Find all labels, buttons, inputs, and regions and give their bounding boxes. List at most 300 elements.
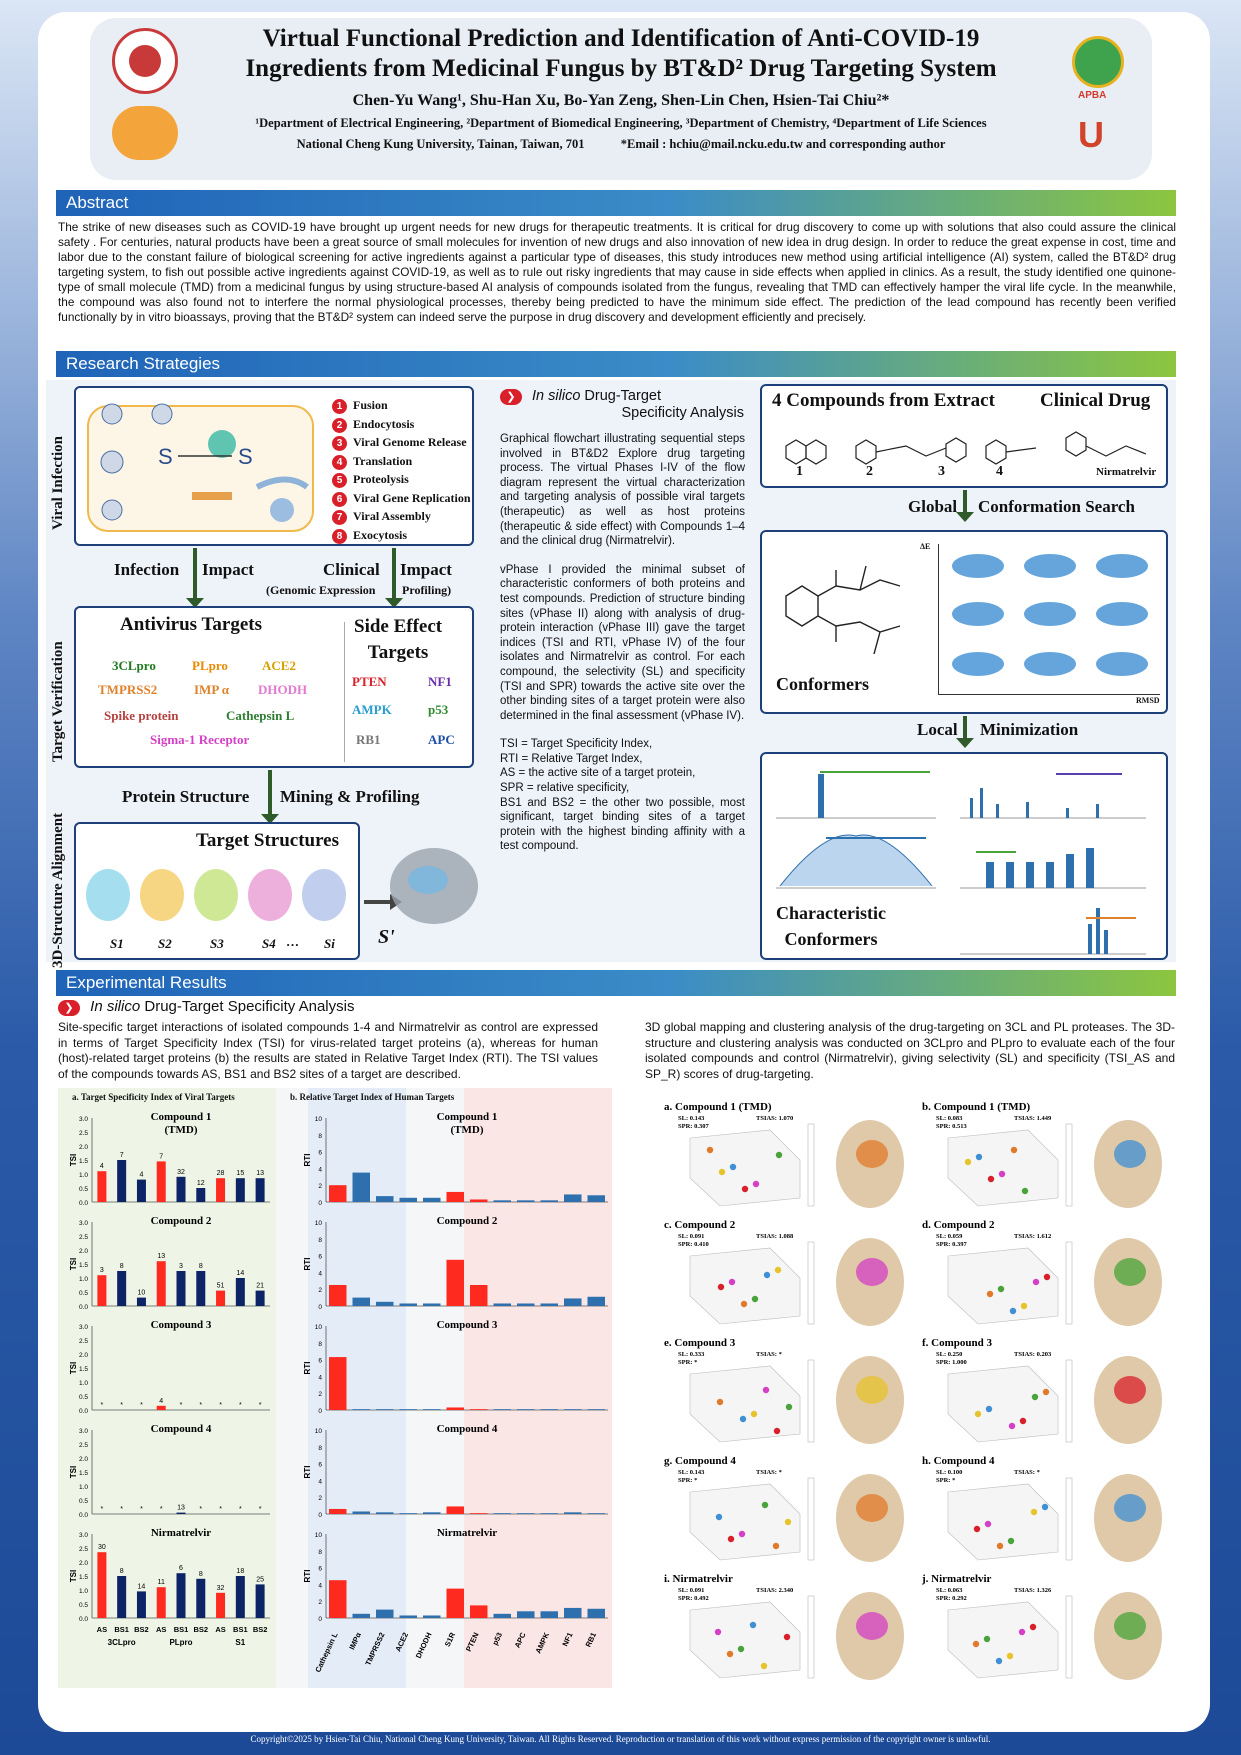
rti-compound-title: Compound 2 <box>436 1215 498 1227</box>
rti-bar <box>329 1580 347 1618</box>
tsi-bar <box>137 1180 146 1202</box>
tsi-bar-label: 10 <box>137 1289 146 1297</box>
tsi-bar-label: 8 <box>198 1570 203 1578</box>
cluster-tsi: TSIAS: 1.449 <box>1014 1115 1052 1122</box>
rti-tick-label: 8 <box>318 1236 322 1244</box>
tsi-axis-label: TSI <box>69 1257 78 1271</box>
flow-minimization: Minimization <box>980 720 1079 739</box>
rti-bar <box>447 1506 465 1514</box>
cluster-sp: SPR: 1.000 <box>936 1359 967 1366</box>
results-sub-rest: Drug-Target Specificity Analysis <box>144 998 355 1015</box>
viral-infection-box <box>74 386 474 546</box>
tsi-compound-title: Compound 2 <box>150 1215 212 1227</box>
ligand-cluster <box>856 1612 888 1640</box>
cluster-point <box>965 1159 971 1165</box>
tsi-tick-label: 2.0 <box>78 1352 88 1359</box>
tsi-bar <box>137 1298 146 1306</box>
cluster-point <box>786 1404 792 1410</box>
cluster-point <box>763 1387 769 1393</box>
ligand-cluster <box>1114 1612 1146 1640</box>
cluster-point <box>1022 1188 1028 1194</box>
cluster-sp: SPR: * <box>678 1477 698 1484</box>
tsi-tick-label: 2.5 <box>78 1546 88 1553</box>
flow-mining: Mining & Profiling <box>280 787 420 806</box>
viral-lifecycle-diagram <box>82 392 322 542</box>
rti-bar <box>329 1285 347 1306</box>
cluster-analysis-grid <box>660 1098 1176 1688</box>
tsi-bar <box>216 1291 225 1306</box>
cluster-point <box>762 1502 768 1508</box>
tsi-axis-label: TSI <box>69 1569 78 1583</box>
affiliations: ¹Department of Electrical Engineering, ²Department of Biomedical Engineering, ³Department of Chemistry, ⁴Department of Life Sciences <box>255 116 987 130</box>
target-ace2: ACE2 <box>262 658 296 673</box>
rti-bar <box>588 1609 606 1618</box>
tsi-bar-label: 4 <box>159 1397 164 1405</box>
tsi-bar <box>157 1161 166 1202</box>
cluster-3d-box <box>948 1248 1058 1324</box>
cluster-3d-box <box>690 1602 800 1678</box>
research-section-bar: Research Strategies <box>56 351 1176 377</box>
cluster-colorbar <box>1066 1360 1072 1442</box>
rti-bar <box>400 1513 418 1514</box>
cluster-tsi: TSIAS: * <box>756 1469 782 1476</box>
conformer-molecule-drawing <box>770 546 920 666</box>
tsi-bar-label: * <box>199 1506 203 1513</box>
tsi-bar <box>117 1160 126 1202</box>
def-bs: BS1 and BS2 = the other two possible, most significant, target binding sites of a target protein with the highest binding affinity with a test compound. <box>500 796 745 853</box>
rti-bar <box>376 1302 394 1306</box>
ligand-cluster <box>1114 1376 1146 1404</box>
compounds-box <box>760 384 1168 488</box>
rti-bar <box>423 1198 441 1202</box>
rti-bar <box>541 1611 559 1618</box>
tsi-compound-title: Compound 1 <box>150 1111 212 1123</box>
rti-bar <box>494 1200 512 1202</box>
step-genome-release: 3 Viral Genome Release <box>332 433 471 452</box>
cluster-sl: SL: 0.059 <box>936 1233 963 1240</box>
rti-bar <box>400 1615 418 1618</box>
tsi-bar-label: 8 <box>198 1263 203 1270</box>
tsi-site-label: BS2 <box>252 1625 268 1634</box>
cluster-3d-box <box>948 1602 1058 1678</box>
tsi-tick-label: 0.5 <box>78 1602 88 1609</box>
cluster-point <box>1033 1279 1039 1285</box>
rti-target-label: TMPRSS2 <box>363 1631 387 1667</box>
insilico-rest: Drug-Target <box>584 388 661 404</box>
rti-tmd-label: (TMD) <box>450 1124 484 1136</box>
title-line-2: Ingredients from Medicinal Fungus by BT&D² Drug Targeting System <box>245 55 997 82</box>
cluster-3d-box <box>948 1130 1058 1206</box>
tsi-bar <box>177 1271 186 1306</box>
rti-target-label: IMPα <box>347 1631 364 1652</box>
tsi-bar <box>97 1171 106 1202</box>
cluster-sl: SL: 0.143 <box>678 1115 705 1122</box>
cluster-point <box>1031 1509 1037 1515</box>
results-right-text: 3D global mapping and clustering analysis of the drug-targeting on 3CL and PL proteases. The 3D-structure and clustering analysis was conducted on 3CLpro and PLpro to evaluate each of the four isolated compounds and control (Nirmatrelvir), giving selectivity (SL) and specificity (TSI_AS and SP_R) scores of drug-targeting. <box>645 1020 1175 1081</box>
step-endocytosis: 2 Endocytosis <box>332 415 471 434</box>
tsi-tick-label: 0.0 <box>78 1408 88 1415</box>
chevron-right-icon: ❯ <box>58 1000 80 1016</box>
tsi-bar-label: * <box>159 1506 163 1513</box>
tsi-site-label: AS <box>215 1625 226 1634</box>
tsi-tick-label: 0.0 <box>78 1200 88 1207</box>
rti-bar <box>400 1409 418 1410</box>
tsi-bar-label: * <box>238 1506 242 1513</box>
flow-impact-1: Impact <box>202 560 254 579</box>
flow-impact-2: Impact <box>400 560 452 579</box>
mid-paragraph-1: Graphical flowchart illustrating sequential steps involved in BT&D2 Explore drug targeting process. The virtual Phases I-IV of the flow diagram represent the virtual characterization and targeting analysis of possible viral targets (therapeutic) as well as host proteins (therapeutic & side effect) with Compounds 1–4 and the clinical drug (Nirmatrelvir). <box>500 433 745 548</box>
arrow-infection <box>193 548 197 600</box>
panel-a-title: a. Target Specificity Index of Viral Targets <box>72 1092 235 1102</box>
step-exocytosis: 8 Exocytosis <box>332 526 471 545</box>
tsi-tick-label: 0.5 <box>78 1498 88 1505</box>
ligand-cluster <box>856 1258 888 1286</box>
tsi-bar-label: * <box>219 1506 222 1513</box>
rti-tick-label: 2 <box>318 1599 322 1607</box>
svg-text:S: S <box>238 444 253 469</box>
cluster-point <box>996 1658 1002 1664</box>
tsi-bar <box>177 1513 186 1514</box>
rti-tick-label: 10 <box>314 1324 322 1331</box>
tsi-bar-label: * <box>258 1506 262 1513</box>
rti-bar <box>376 1409 394 1410</box>
rti-bar <box>494 1614 512 1618</box>
target-sigma1: Sigma-1 Receptor <box>150 732 250 747</box>
copyright-footer <box>0 1723 1241 1745</box>
protein-structures-illustration <box>80 860 360 930</box>
tsi-bar-label: 8 <box>119 1568 124 1575</box>
cluster-3d-box <box>948 1484 1058 1560</box>
cluster-sp: SPR: 0.307 <box>678 1123 709 1130</box>
target-index-charts <box>58 1088 612 1688</box>
tsi-bar-label: 28 <box>216 1170 225 1178</box>
rti-target-label: RB1 <box>583 1631 599 1649</box>
conformer-grid-illustration <box>942 544 1162 694</box>
structure-label-s4: S4 <box>262 936 276 951</box>
cluster-point <box>715 1629 721 1635</box>
tsi-tick-label: 2.5 <box>78 1338 88 1345</box>
cluster-point <box>999 1171 1005 1177</box>
tsi-tick-label: 2.0 <box>78 1560 88 1567</box>
rti-tick-label: 10 <box>314 1220 322 1227</box>
tsi-axis-label: TSI <box>69 1465 78 1479</box>
tsi-bar-label: * <box>179 1402 183 1409</box>
structure-label-s2: S2 <box>158 936 172 951</box>
institution: National Cheng Kung University, Tainan, Taiwan, 701 <box>296 137 585 151</box>
cluster-point <box>985 1521 991 1527</box>
flow-protein-structure: Protein Structure <box>122 787 250 806</box>
rti-bar <box>564 1409 582 1410</box>
tsi-bar-label: 15 <box>236 1170 245 1178</box>
institution-line <box>90 137 1152 152</box>
tsi-bar-label: * <box>219 1402 222 1409</box>
cluster-point <box>1009 1423 1015 1429</box>
step-assembly: 7 Viral Assembly <box>332 507 471 526</box>
def-rti: RTI = Relative Target Index, <box>500 752 643 765</box>
tsi-bar <box>256 1584 265 1618</box>
rti-tick-label: 4 <box>318 1478 322 1486</box>
rti-bar <box>423 1303 441 1306</box>
flow-conformation: Conformation Search <box>978 497 1135 516</box>
cluster-panel-label: b. Compound 1 (TMD) <box>922 1101 1031 1113</box>
cluster-sp: SPR: 0.492 <box>678 1595 709 1602</box>
compound-num-4: 4 <box>996 464 1003 479</box>
tsi-bar <box>196 1579 205 1618</box>
step-fusion: 1 Fusion <box>332 396 471 415</box>
cluster-point <box>1042 1504 1048 1510</box>
rti-bar <box>588 1409 606 1410</box>
rti-bar <box>329 1357 347 1410</box>
def-tsi: TSI = Target Specificity Index, <box>500 738 653 751</box>
char-conf-line-2: Conformers <box>784 929 878 949</box>
tsi-tick-label: 0.5 <box>78 1186 88 1193</box>
compound-num-2: 2 <box>866 464 873 479</box>
cluster-point <box>751 1411 757 1417</box>
rti-tick-label: 2 <box>318 1495 322 1503</box>
cluster-point <box>707 1147 713 1153</box>
university-seal-logo <box>112 28 178 94</box>
target-rb1: RB1 <box>356 732 381 747</box>
tsi-bar <box>97 1552 106 1618</box>
rti-bar <box>494 1513 512 1514</box>
cluster-colorbar <box>1066 1596 1072 1678</box>
tsi-tick-label: 1.5 <box>78 1470 88 1477</box>
cluster-point <box>784 1634 790 1640</box>
tsi-bar <box>177 1177 186 1202</box>
cluster-point <box>750 1622 756 1628</box>
tsi-compound-title: Nirmatrelvir <box>150 1527 212 1539</box>
side-effect-title <box>354 614 442 666</box>
rti-bar <box>494 1303 512 1306</box>
cluster-point <box>753 1181 759 1187</box>
results-left-text: Site-specific target interactions of isolated compounds 1-4 and Nirmatrelvir as control are expressed in terms of Target Specificity Index (TSI) for virus-related target proteins (a), whereas for human (host)-related target proteins (b) the results are stated in Relative Target Index (RTI). The TSI values of the compounds towards AS, BS1 and BS2 sites of a target are described. <box>58 1020 598 1081</box>
target-spike: Spike protein <box>104 708 179 723</box>
ligand-cluster <box>856 1140 888 1168</box>
tsi-bar-label: 30 <box>97 1544 106 1552</box>
rti-tick-label: 8 <box>318 1548 322 1556</box>
cluster-colorbar <box>808 1242 814 1324</box>
rti-bar <box>400 1198 418 1202</box>
tsi-bar <box>256 1178 265 1202</box>
s-prime-label: S' <box>378 926 395 948</box>
rti-bar <box>588 1513 606 1514</box>
tsi-tick-label: 1.5 <box>78 1574 88 1581</box>
rti-tick-label: 8 <box>318 1340 322 1348</box>
tsi-bar <box>157 1406 166 1410</box>
rti-bar <box>470 1409 488 1410</box>
cluster-point <box>998 1286 1004 1292</box>
tsi-bar <box>236 1576 245 1618</box>
tsi-bar-label: 8 <box>119 1263 124 1270</box>
tsi-bar-label: * <box>100 1402 104 1409</box>
rti-axis-label: RTI <box>303 1465 312 1479</box>
tsi-tick-label: 0.0 <box>78 1616 88 1623</box>
rti-bar <box>564 1608 582 1618</box>
tsi-bar-label: 32 <box>177 1168 185 1176</box>
cluster-tsi: TSIAS: 1.088 <box>756 1233 794 1240</box>
rti-bar <box>329 1509 347 1514</box>
tsi-tmd-label: (TMD) <box>164 1124 198 1136</box>
cluster-colorbar <box>1066 1124 1072 1206</box>
tsi-bar <box>157 1261 166 1306</box>
footer-line-1: 版權所有．翻印必究．本內容受著作權法之保護．非經授權許可不得以影印轉載等方法進行重製．亦不得改作為著作內容．更不得自行利用或以任何方式使第三人利用本內容發表或申請發明人之研發成果及技術秘密． <box>192 1723 1048 1733</box>
characteristic-conformers-box <box>760 752 1168 960</box>
svg-text:S: S <box>158 444 173 469</box>
structure-label-s3: S3 <box>210 936 224 951</box>
rti-bar <box>376 1196 394 1202</box>
cluster-3d-box <box>690 1484 800 1560</box>
characteristic-conformers-label <box>776 900 886 952</box>
rti-compound-title: Compound 1 <box>436 1111 498 1123</box>
rti-bar <box>541 1200 559 1202</box>
cluster-point <box>764 1272 770 1278</box>
rti-bar <box>447 1192 465 1202</box>
ligand-cluster <box>1114 1258 1146 1286</box>
insilico-heading <box>500 388 750 421</box>
rti-compound-title: Compound 4 <box>436 1423 498 1435</box>
tsi-tick-label: 0.0 <box>78 1304 88 1311</box>
tsi-bar-label: * <box>120 1402 124 1409</box>
tsi-group-label: PLpro <box>169 1638 193 1647</box>
tsi-tick-label: 1.0 <box>78 1172 88 1179</box>
rti-compound-title: Nirmatrelvir <box>436 1527 498 1539</box>
tsi-bar-label: * <box>140 1506 143 1513</box>
structure-label-si: Si <box>324 936 335 951</box>
rti-tick-label: 0 <box>318 1200 322 1207</box>
cluster-point <box>1044 1274 1050 1280</box>
tsi-bar-label: 4 <box>139 1171 144 1179</box>
cluster-panel-label: j. Nirmatrelvir <box>922 1573 992 1585</box>
step-replication: 6 Viral Gene Replication <box>332 489 471 508</box>
conformer-axis-y <box>938 544 939 694</box>
cluster-colorbar <box>1066 1242 1072 1324</box>
tsi-bar <box>256 1291 265 1306</box>
tsi-site-label: BS2 <box>193 1625 209 1634</box>
rti-tick-label: 10 <box>314 1116 322 1123</box>
tsi-bar-label: 13 <box>177 1504 185 1512</box>
chevron-right-icon: ❯ <box>500 389 522 405</box>
rti-target-label: PTEN <box>463 1631 481 1653</box>
cluster-point <box>729 1279 735 1285</box>
tsi-bar <box>117 1271 126 1306</box>
rti-bar <box>353 1409 371 1410</box>
rti-tick-label: 2 <box>318 1183 322 1191</box>
rti-tick-label: 6 <box>318 1565 322 1573</box>
def-spr: SPR = relative specificity, <box>500 782 630 795</box>
arrow-global <box>963 490 967 514</box>
tsi-site-label: BS1 <box>233 1625 248 1634</box>
ur-logo <box>1078 114 1104 156</box>
rti-tick-label: 2 <box>318 1391 322 1399</box>
insilico-italic: In silico <box>532 388 581 404</box>
tsi-tick-label: 3.0 <box>78 1116 88 1123</box>
tsi-bar-label: 21 <box>256 1282 265 1290</box>
rti-tick-label: 4 <box>318 1270 322 1278</box>
tsi-bar <box>157 1587 166 1618</box>
rti-bar <box>541 1303 559 1306</box>
cluster-point <box>1011 1147 1017 1153</box>
tsi-compound-title: Compound 4 <box>150 1423 212 1435</box>
rti-bar <box>470 1285 488 1306</box>
tsi-group-label: 3CLpro <box>107 1638 136 1647</box>
cluster-point <box>742 1186 748 1192</box>
delta-e-label: ΔE <box>920 542 931 551</box>
rti-bar <box>517 1513 535 1514</box>
tsi-tick-label: 0.5 <box>78 1290 88 1297</box>
rti-bar <box>423 1409 441 1410</box>
tsi-bar-label: 6 <box>179 1565 183 1573</box>
cluster-sp: SPR: 0.397 <box>936 1241 967 1248</box>
cluster-point <box>773 1543 779 1549</box>
cluster-sl: SL: 0.100 <box>936 1469 963 1476</box>
abstract-text: The strike of new diseases such as COVID-19 have brought up urgent needs for new drugs for therapeutic treatments. It is critical for drug discovery to come up with solutions that also could assure the clinical safety . For centuries, natural products have been a great source of small molecules for invention of new drugs and also innovation of new idea in drug design. In order to reduce the great expense in cost, time and labor due to the constant failure of biological screening for active ingredients against a particular type of diseases, this study introduces new method using artificial intelligence (AI) system, called the BT&D² drug targeting system, to fish out possible active ingredients against COVID-19, as well as to rule out risky ingredients that may cause in side effects when applied in clinics. As a result, the study identified one quinone-type of small molecule (TMD) from a medicinal fungus by using structure-based AI analysis of compounds isolated from the fungus, revealing that TMD can effectively hamper the viral life cycle. In the meanwhile, the compound was also found not to interfere the normal physiological processes, thereby being predicted to have the minimum side effect. The prediction of the lead compound has recently been verified functionally by in vitro bioassays, proving that the BT&D² system can indeed serve the purpose in drug discovery and development efficiently and precisely. <box>58 220 1176 324</box>
target-cathepsin: Cathepsin L <box>226 708 295 723</box>
cluster-panel-label: h. Compound 4 <box>922 1455 995 1467</box>
tsi-bar-label: 12 <box>196 1180 205 1187</box>
conformer-axis-x <box>938 694 1160 695</box>
tsi-bar <box>196 1188 205 1202</box>
compounds-heading: 4 Compounds from Extract <box>772 390 995 411</box>
tsi-site-label: BS2 <box>134 1625 149 1634</box>
rti-tick-label: 6 <box>318 1461 322 1469</box>
tsi-bar-label: 7 <box>119 1152 124 1159</box>
cluster-point <box>1007 1653 1013 1659</box>
cluster-point <box>730 1164 736 1170</box>
tsi-tick-label: 3.0 <box>78 1324 88 1331</box>
rti-bar <box>423 1615 441 1618</box>
cluster-tsi: TSIAS: 1.070 <box>756 1115 794 1122</box>
rti-tick-label: 0 <box>318 1616 322 1623</box>
cluster-point <box>717 1399 723 1405</box>
tsi-bar-label: 4 <box>99 1163 104 1171</box>
abstract-section-bar: Abstract <box>56 190 1176 216</box>
tsi-axis-label: TSI <box>69 1153 78 1167</box>
cluster-panel-label: i. Nirmatrelvir <box>664 1573 733 1585</box>
rti-bar <box>541 1513 559 1514</box>
tsi-bar <box>216 1593 225 1618</box>
tsi-tick-label: 3.0 <box>78 1532 88 1539</box>
rti-bar <box>423 1512 441 1514</box>
rti-bar <box>517 1611 535 1618</box>
antivirus-targets-title: Antivirus Targets <box>120 614 262 635</box>
flow-global: Global <box>908 497 958 516</box>
rti-bar <box>470 1605 488 1618</box>
side-label-viral-infection: Viral Infection <box>50 435 66 530</box>
target-nf1: NF1 <box>428 674 452 689</box>
target-imp-alpha: IMP α <box>194 682 230 697</box>
rti-tick-label: 8 <box>318 1132 322 1140</box>
tsi-bar-label: 51 <box>216 1282 225 1290</box>
rti-bar <box>517 1200 535 1202</box>
results-sub-italic: In silico <box>90 998 141 1015</box>
cluster-tsi: TSIAS: 0.203 <box>1014 1351 1052 1358</box>
side-label-target-verification: Target Verification <box>50 641 66 762</box>
tsi-bar <box>236 1278 245 1306</box>
cluster-sl: SL: 0.333 <box>678 1351 705 1358</box>
tsi-tick-label: 2.5 <box>78 1130 88 1137</box>
rti-bar <box>470 1199 488 1202</box>
rti-tick-label: 2 <box>318 1287 322 1295</box>
targets-box <box>74 606 474 768</box>
cluster-point <box>741 1301 747 1307</box>
clinical-drug-heading: Clinical Drug <box>1040 390 1151 411</box>
cluster-sp: SPR: * <box>678 1359 698 1366</box>
rti-bar <box>353 1298 371 1306</box>
compound-num-3: 3 <box>938 464 945 479</box>
tsi-bar-label: * <box>258 1402 262 1409</box>
tsi-axis-label: TSI <box>69 1361 78 1375</box>
conformers-label: Conformers <box>776 674 869 694</box>
